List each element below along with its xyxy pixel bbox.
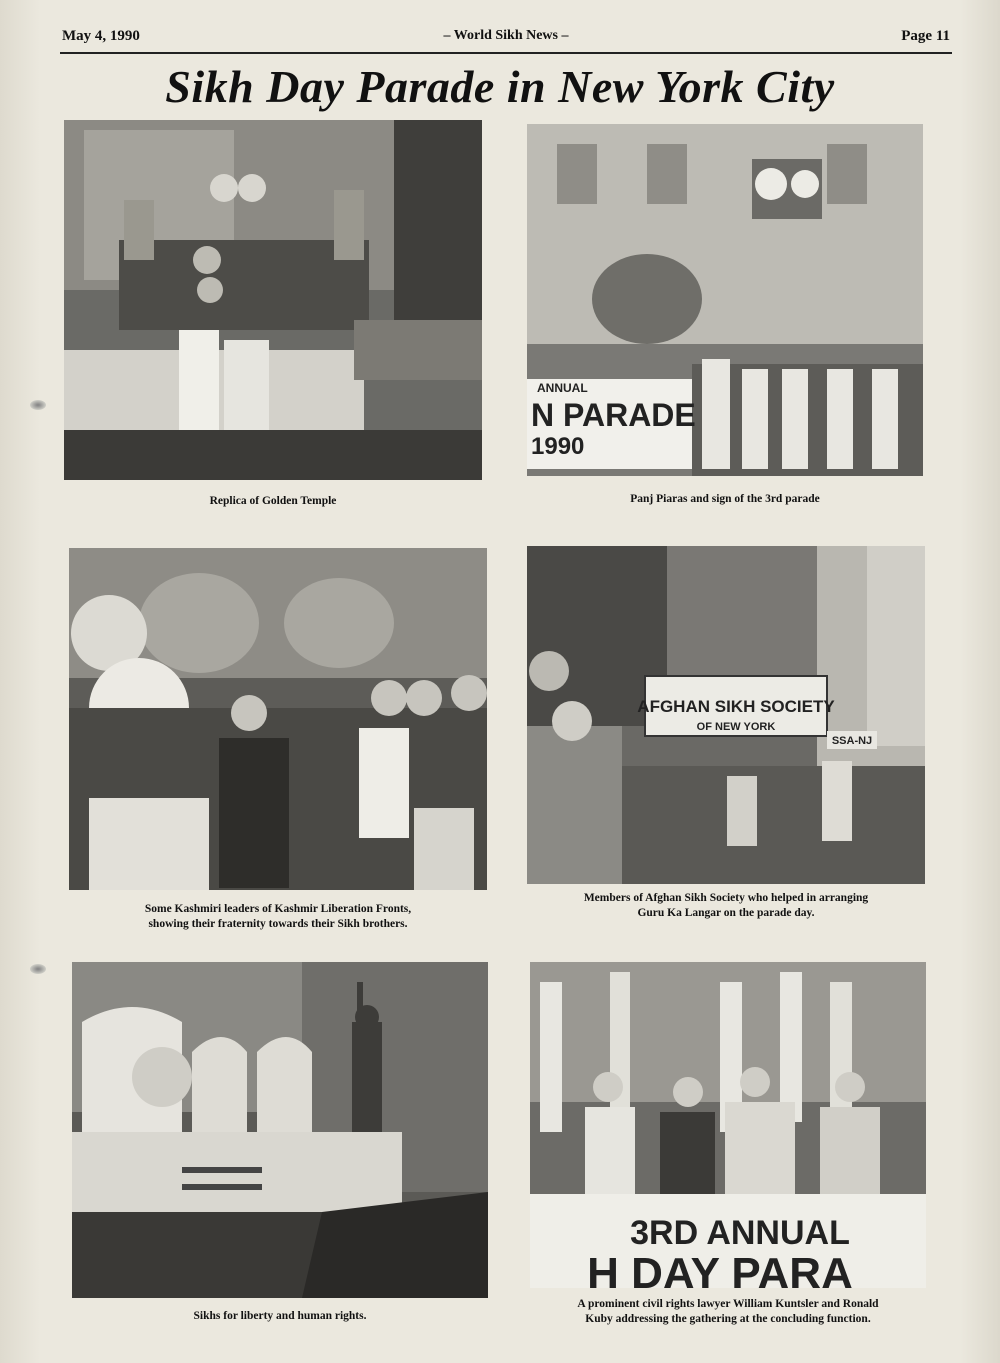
issue-date: May 4, 1990 (62, 28, 140, 44)
header-rule (60, 52, 952, 54)
photo-caption: Sikhs for liberty and human rights. (193, 1310, 367, 1322)
banner-subtext: OF NEW YORK (696, 721, 776, 733)
caption-line: showing their fraternity towards their Sikh brothers. (148, 918, 408, 930)
photo-caption-block (540, 891, 912, 921)
caption-line: A prominent civil rights lawyer William Kuntsler and Ronald (577, 1298, 879, 1310)
banner-text: AFGHAN SIKH SOCIETY (637, 697, 835, 716)
photo-afghan-sikh-society (527, 546, 925, 884)
binder-hole (30, 964, 46, 974)
sign-year-text: 1990 (531, 433, 585, 460)
sign-main-text: N PARADE (531, 397, 696, 433)
photo-caption: Panj Piaras and sign of the 3rd parade (630, 493, 820, 505)
photo-panj-piaras (527, 124, 923, 476)
side-sign-text: SSA-NJ (831, 735, 873, 747)
photo-caption-block (541, 1297, 915, 1327)
headline: Sikh Day Parade in New York City (165, 61, 835, 112)
photo-civil-rights-lawyer (530, 962, 926, 1288)
photo-golden-temple-replica (64, 120, 482, 480)
sign-top-text: ANNUAL (537, 381, 588, 395)
caption-line: Members of Afghan Sikh Society who helped in arranging (583, 892, 869, 904)
caption-line: Some Kashmiri leaders of Kashmir Liberation Fronts, (144, 903, 412, 915)
caption-line: Guru Ka Langar on the parade day. (637, 907, 815, 919)
page-header (62, 28, 950, 50)
banner-text: 3RD ANNUAL (630, 1214, 850, 1252)
photo-kashmiri-leaders (69, 548, 487, 890)
banner-subtext: H DAY PARA (587, 1249, 853, 1288)
photo-liberty-float (72, 962, 488, 1298)
photo-caption-block (82, 902, 474, 932)
page-number: Page 11 (901, 28, 950, 44)
photo-caption: Replica of Golden Temple (209, 495, 337, 507)
caption-line: Kuby addressing the gathering at the concluding function. (585, 1313, 871, 1325)
publication-name: – World Sikh News – (443, 28, 569, 43)
binder-hole (30, 400, 46, 410)
